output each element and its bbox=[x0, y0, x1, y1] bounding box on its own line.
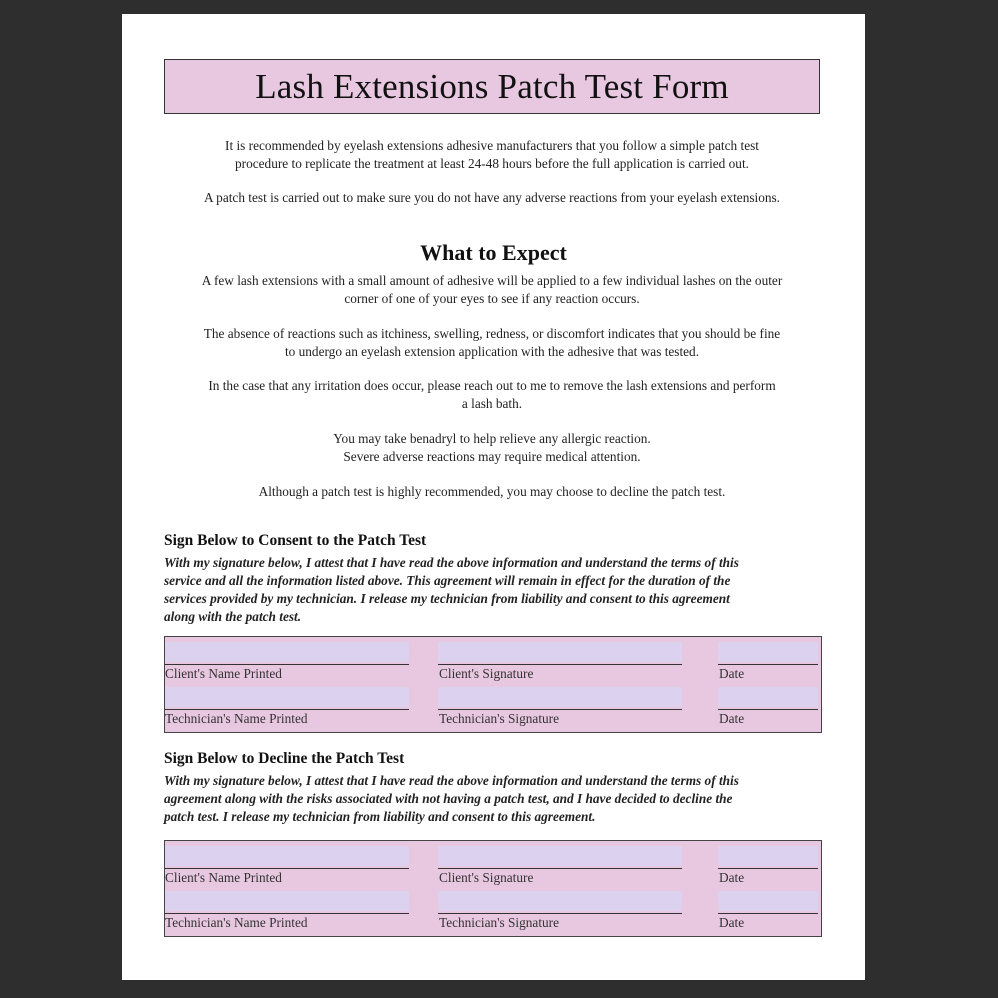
decline-client-name-label: Client's Name Printed bbox=[165, 870, 282, 885]
consent-client-name-label: Client's Name Printed bbox=[165, 666, 282, 681]
consent-statement: With my signature below, I attest that I have read the above information and understand the terms of this service and all the information listed above. This agreement will remain in effect for the duration of the services provided by my technician. I release my technician from liability and consent to this agreement along with the patch test. bbox=[164, 555, 739, 624]
consent-technician-signature-field[interactable] bbox=[438, 687, 682, 707]
consent-technician-signature-label: Technician's Signature bbox=[439, 711, 559, 726]
expect-paragraph-2: The absence of reactions such as itchiness, swelling, redness, or discomfort indicates that you should be fine to undergo an eyelash extension application with the adhesive that was tested. bbox=[203, 326, 781, 359]
consent-client-signature-field[interactable] bbox=[438, 642, 682, 662]
decline-heading: Sign Below to Decline the Patch Test bbox=[164, 750, 405, 767]
decline-technician-date-label: Date bbox=[719, 915, 745, 930]
decline-technician-name-label: Technician's Name Printed bbox=[165, 915, 308, 930]
expect-paragraph-1: A few lash extensions with a small amount of adhesive will be applied to a few individual lashes on the outer corner of one of your eyes to see if any reaction occurs. bbox=[201, 273, 783, 306]
decline-statement: With my signature below, I attest that I have read the above information and understand the terms of this agreement along with the risks associated with not having a patch test, and I have decided to decline the patch test. I release my technician from liability and consent to this agreement. bbox=[164, 773, 739, 824]
form-title: Lash Extensions Patch Test Form bbox=[255, 66, 729, 106]
decline-technician-date-field[interactable] bbox=[718, 891, 818, 911]
decline-technician-name-field[interactable] bbox=[165, 891, 409, 911]
decline-technician-signature-label: Technician's Signature bbox=[439, 915, 559, 930]
consent-client-date-field[interactable] bbox=[718, 642, 818, 662]
decline-client-signature-label: Client's Signature bbox=[439, 870, 534, 885]
consent-client-date-label: Date bbox=[719, 666, 745, 681]
consent-technician-name-field[interactable] bbox=[165, 687, 409, 707]
consent-technician-name-label: Technician's Name Printed bbox=[165, 711, 308, 726]
expect-paragraph-5: Although a patch test is highly recommended, you may choose to decline the patch test. bbox=[258, 484, 726, 499]
decline-client-date-label: Date bbox=[719, 870, 745, 885]
decline-client-name-field[interactable] bbox=[165, 846, 409, 866]
consent-signature-box bbox=[164, 636, 822, 733]
decline-technician-signature-field[interactable] bbox=[438, 891, 682, 911]
consent-client-signature-label: Client's Signature bbox=[439, 666, 534, 681]
intro-paragraph-2: A patch test is carried out to make sure you do not have any adverse reactions from your eyelash extensions. bbox=[203, 190, 781, 205]
decline-signature-box bbox=[164, 840, 822, 937]
what-to-expect-heading: What to Expect bbox=[420, 240, 567, 265]
intro-paragraph-1: It is recommended by eyelash extensions adhesive manufacturers that you follow a simple patch test procedure to replicate the treatment at least 24-48 hours before the full application is carried out. bbox=[225, 138, 759, 171]
consent-heading: Sign Below to Consent to the Patch Test bbox=[164, 532, 427, 549]
expect-paragraph-4: You may take benadryl to help relieve any allergic reaction. Severe adverse reactions may require medical attention. bbox=[333, 431, 651, 464]
consent-technician-date-label: Date bbox=[719, 711, 745, 726]
consent-technician-date-field[interactable] bbox=[718, 687, 818, 707]
consent-client-name-field[interactable] bbox=[165, 642, 409, 662]
document-page bbox=[122, 14, 865, 980]
title-banner bbox=[164, 59, 820, 114]
expect-paragraph-3: In the case that any irritation does occur, please reach out to me to remove the lash extensions and perform a lash bath. bbox=[208, 378, 776, 411]
decline-client-signature-field[interactable] bbox=[438, 846, 682, 866]
decline-client-date-field[interactable] bbox=[718, 846, 818, 866]
